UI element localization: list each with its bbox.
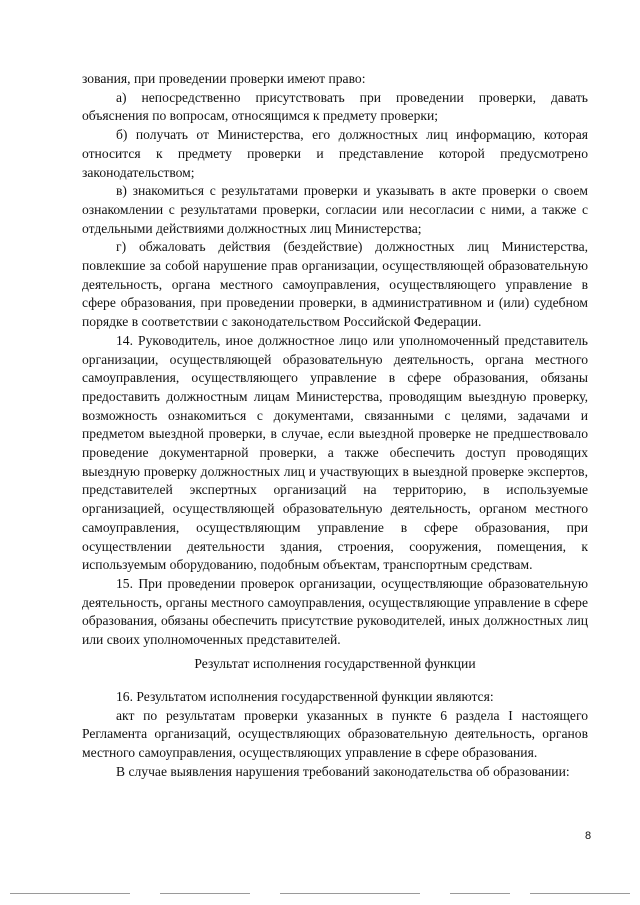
body-text-bottom [82,688,588,782]
paragraph: акт по результатам проверки указанных в пункте 6 раздела I настоящего Регламента организаций, осуществляющих образовательную деятельность, органов местного самоуправления, осуществляющих управление в сфере образования. [82,707,588,761]
paragraph: б) получать от Министерства, его должностных лиц информацию, которая относится к предмету проверки и представление которой предусмотрено законодательством; [82,127,588,180]
paragraph: В случае выявления нарушения требований законодательства об образовании: [116,763,570,779]
page-number: 8 [585,830,592,842]
body-text-top [82,70,588,650]
paragraph: 16. Результатом исполнения государственной функции являются: [116,689,494,704]
paragraph: а) непосредственно присутствовать при проведении проверки, давать объяснения по вопросам, относящимся к предмету проверки; [82,89,588,124]
paragraph: в) знакомиться с результатами проверки и указывать в акте проверки о своем ознакомлении с результатами проверки, согласии или несогласии с ними, а также с отдельными действиями должностных лиц Министерства; [82,183,588,236]
paragraph: 15. При проведении проверок организации, осуществляющие образовательную деятельность, органы местного самоуправления, осуществляющие управление в сфере образования, обязаны обеспечить присутствие руководителей, иных должностных лиц или своих уполномоченных представителей. [82,575,588,648]
section-heading: Результат исполнения государственной функции [194,656,476,671]
paragraph: зования, при проведении проверки имеют право: [82,71,366,86]
scan-edge-artifact [0,891,640,897]
paragraph: г) обжаловать действия (бездействие) должностных лиц Министерства, повлекшие за собой нарушение прав организации, осуществляющей образовательную деятельность, органа местного самоуправления, осуществляющего управление в сфере образования, при проведении проверки, в административном и (или) судебном порядке в соответствии с законодательством Российской Федерации. [82,239,588,330]
paragraph: 14. Руководитель, иное должностное лицо или уполномоченный представитель организации, осуществляющей образовательную деятельность, органа местного самоуправления, осуществляющего управление в сфере образования, обязаны предоставить должностным лицам Министерства, проводящим выездную проверку, возможность ознакомиться с документами, связанными с целями, задачами и предметом выездной проверки, в случае, если выездной проверке не предшествовало проведение документарной проверки, а также обеспечить доступ проводящих выездную проверку должностных лиц и участвующих в выездной проверке экспертов, представителей экспертных организаций на территорию, в используемые организацией, осуществляющей образовательную деятельность, органом местного самоуправления, осуществляющим управление в сфере образования, при осуществлении деятельности здания, строения, сооружения, помещения, к используемым оборудованию, подобным объектам, транспортным средствам. [82,332,588,573]
